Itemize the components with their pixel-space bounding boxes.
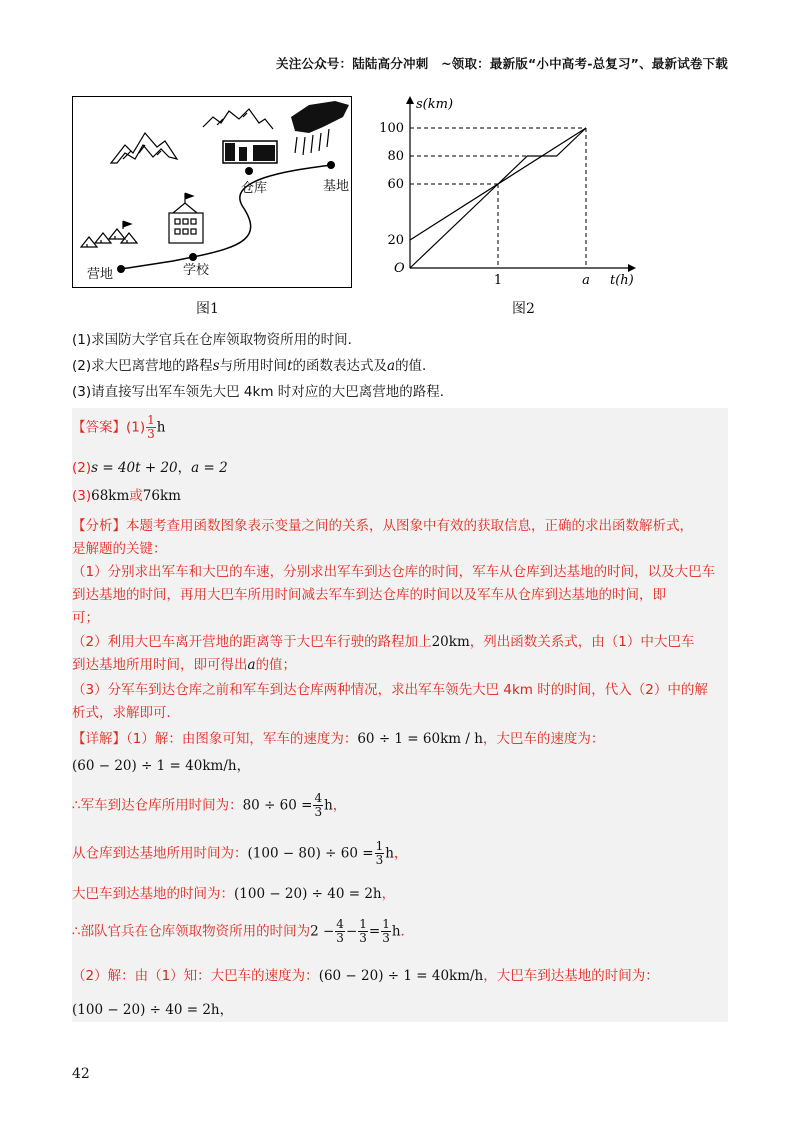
figure-2-chart xyxy=(380,92,640,292)
y-tick-label: 60 xyxy=(387,177,404,192)
figure-2-caption: 图2 xyxy=(512,301,535,317)
y-tick-label: 100 xyxy=(380,121,404,136)
label-school: 学校 xyxy=(183,263,210,278)
mountain-left-icon xyxy=(111,133,177,163)
y-tick-label: 20 xyxy=(387,233,404,248)
question-1: (1)求国防大学官兵在仓库领取物资所用的时间． xyxy=(72,332,362,348)
answer-3: (3)68km或76km xyxy=(72,488,181,504)
analysis-line-9: 析式，求解即可． xyxy=(72,705,180,721)
analysis-line-3: （1）分别求出军车和大巴的车速，分别求出军车到达仓库的时间，军车从仓库到达基地的时间，以及大巴车 xyxy=(72,564,716,580)
answer-1: 【答案】(1) $\frac{1}{3}$ h xyxy=(72,413,166,441)
answer-2: (2)s = 40t + 20，a = 2 xyxy=(72,460,228,476)
base-point xyxy=(327,161,335,169)
y-axis-arrow xyxy=(406,96,414,104)
label-camp: 营地 xyxy=(87,267,114,282)
detail-line-8: (100 − 20) ÷ 40 = 2h， xyxy=(72,1002,234,1018)
detail-line-1: 【详解】（1）解：由图象可知，军车的速度为：60 ÷ 1 = 60km / h，大巴车的速度为： xyxy=(72,731,605,747)
analysis-line-7: 到达基地所用时间，即可得出a的值； xyxy=(72,657,297,673)
label-warehouse: 仓库 xyxy=(241,181,268,196)
x-axis-label: t(h) xyxy=(610,273,634,288)
series-bus xyxy=(410,128,586,240)
x-tick-label: a xyxy=(582,273,590,288)
detail-line-7: （2）解：由（1）知：大巴车的速度为：(60 − 20) ÷ 1 = 40km/h，大巴车到达基地的时间为： xyxy=(72,968,659,984)
road-path xyxy=(121,165,331,269)
figure-1-illustration xyxy=(72,96,352,288)
analysis-line-2: 是解题的关键： xyxy=(72,541,167,557)
detail-line-4: 从仓库到达基地所用时间为：(100 − 80) ÷ 60 = $\frac{1}{3}$ h， xyxy=(72,839,408,867)
label-base: 基地 xyxy=(323,179,350,194)
mountain-middle-icon xyxy=(203,109,273,129)
analysis-line-8: （3）分军车到达仓库之前和军车到达仓库两种情况，求出军车领先大巴 4km 时的时间，代入（2）中的解 xyxy=(72,682,708,698)
detail-line-5: 大巴车到达基地的时间为：(100 − 20) ÷ 40 = 2h， xyxy=(72,886,396,902)
analysis-line-6: （2）利用大巴车离开营地的距离等于大巴车行驶的路程加上20km，列出函数关系式，由（1）中大巴车 xyxy=(72,634,695,650)
page-header: 关注公众号：陆陆高分冲刺 ~领取：最新版“小中高考-总复习”、最新试卷下载 xyxy=(276,56,728,71)
detail-line-3: ∴军车到达仓库所用时间为：80 ÷ 60 = $\frac{4}{3}$ h， xyxy=(72,791,347,819)
analysis-line-5: 可； xyxy=(72,610,99,626)
x-axis-arrow xyxy=(628,264,636,272)
cliff-icon xyxy=(291,101,349,155)
figure-1-caption: 图1 xyxy=(196,301,219,317)
page-number: 42 xyxy=(72,1066,90,1082)
detail-line-6: ∴部队官兵在仓库领取物资所用的时间为2 − $\frac{4}{3}$ − $\frac{1}{3}$ = $\frac{1}{3}$ h． xyxy=(72,917,415,945)
y-tick-label: 80 xyxy=(387,149,404,164)
y-axis-label: s(km) xyxy=(416,97,454,112)
warehouse-point xyxy=(245,167,253,175)
question-3: (3)请直接写出军车领先大巴 4km 时对应的大巴离营地的路程． xyxy=(72,384,454,400)
analysis-line-4: 到达基地的时间，再用大巴车所用时间减去军车到达仓库的时间以及军车从仓库到达基地的时间，即 xyxy=(72,587,666,603)
origin-label: O xyxy=(394,261,405,276)
question-2: (2)求大巴离营地的路程s与所用时间t的函数表达式及a的值． xyxy=(72,358,436,374)
x-tick-label: 1 xyxy=(493,273,503,288)
warehouse-icon xyxy=(223,141,277,163)
camp-point xyxy=(117,265,125,273)
tents-icon xyxy=(81,221,137,247)
school-icon xyxy=(169,193,203,243)
detail-line-2: (60 − 20) ÷ 1 = 40km/h， xyxy=(72,758,251,774)
analysis-line-1: 【分析】本题考查用函数图象表示变量之间的关系，从图象中有效的获取信息，正确的求出函数解析式， xyxy=(72,518,693,534)
